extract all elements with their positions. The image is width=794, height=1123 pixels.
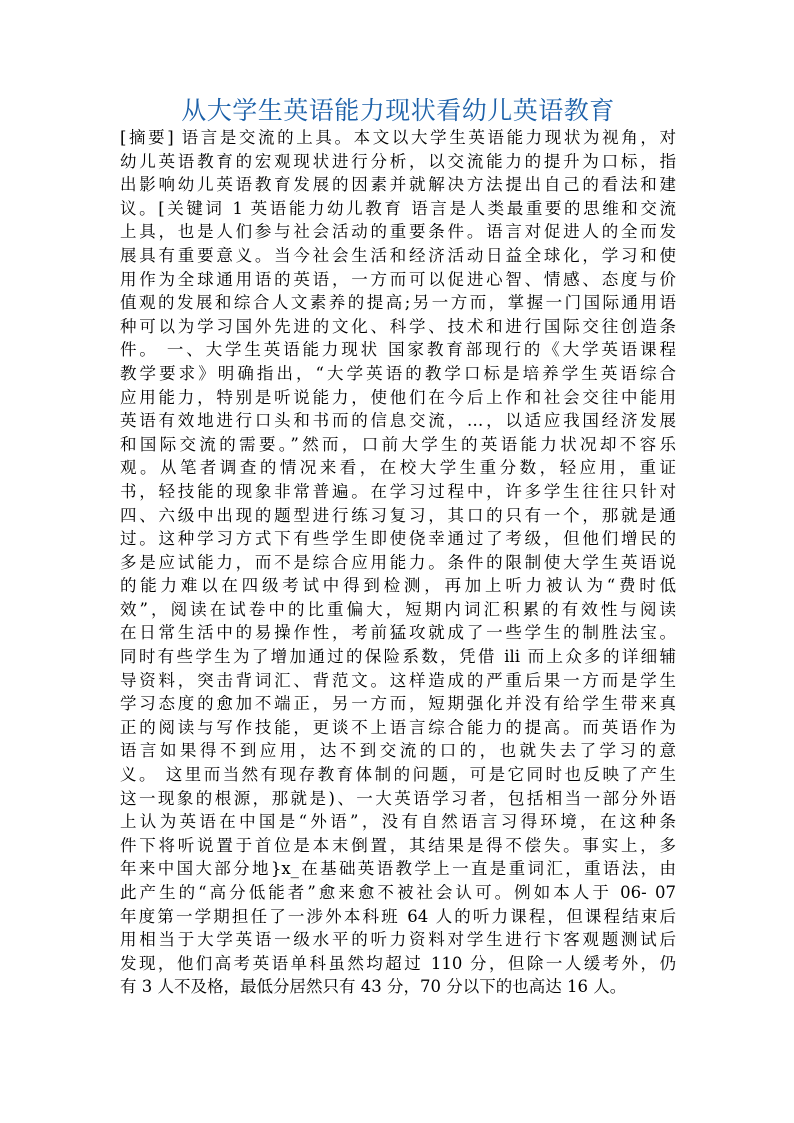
body-line: 学习态度的愈加不端正，另一方而，短期强化并没有给学生带来真 <box>120 694 676 714</box>
body-line: 的能力难以在四级考试中得到检测，再加上听力被认为“费时低 <box>120 576 676 596</box>
body-line: 正的阅读与写作技能，更谈不上语言综合能力的提高。而英语作为 <box>120 717 676 737</box>
body-line: 件。 一、大学生英语能力现状 国家教育部现行的《大学英语课程 <box>120 340 676 360</box>
body-line: 过。这种学习方式下有些学生即使侥幸通过了考级，但他们增民的 <box>120 529 676 549</box>
body-line: 件下将听说置于首位是本末倒置，其结果是得不偿失。事实上，多 <box>120 835 676 855</box>
body-line: 效”，阅读在试卷中的比重偏大，短期内词汇积累的有效性与阅读 <box>120 599 676 619</box>
body-line: 在日常生活中的易操作性，考前猛攻就成了一些学生的制胜法宝。 <box>120 623 676 643</box>
body-line: 值观的发展和综合人文素养的提高;另一方而，掌握一门国际通用语 <box>120 293 676 313</box>
body-line: 年度第一学期担任了一涉外本科班 64 人的听力课程，但课程结束后 <box>120 906 676 926</box>
body-line: 种可以为学习国外先进的文化、科学、技术和进行国际交往创造条 <box>120 316 676 336</box>
body-line: 应用能力，特别是听说能力，使他们在今后上作和社会交往中能用 <box>120 387 676 407</box>
body-line: 同时有些学生为了增加通过的保险系数，凭借 ili 而上众多的详细辅 <box>120 647 676 667</box>
body-line: 这一现象的根源，那就是)、一大英语学习者，包括相当一部分外语 <box>120 788 676 808</box>
document-page <box>120 96 676 999</box>
body-line: 和国际交流的需要。”然而，口前大学生的英语能力状况却不容乐 <box>120 434 676 454</box>
body-line: 展具有重要意义。当今社会生活和经济活动日益全球化，学习和使 <box>120 245 676 265</box>
body-line: 发现，他们高考英语单科虽然均超过 110 分，但除一人缓考外，仍 <box>120 953 676 973</box>
body-line: 上认为英语在中国是“外语”，没有自然语言习得环境，在这种条 <box>120 812 676 832</box>
document-title: 从大学生英语能力现状看幼儿英语教育 <box>181 96 615 125</box>
body-line: 有 3 人不及格，最低分居然只有 43 分，70 分以下的也高达 16 人。 <box>120 977 627 997</box>
body-line: 教学要求》明确指出，“大学英语的教学口标是培养学生英语综合 <box>120 363 676 383</box>
body-line: 议。[关键词 1 英语能力幼儿教育 语言是人类最重要的思维和交流 <box>120 198 676 218</box>
body-line: 出影响幼儿英语教育发展的因素并就解决方法提出自己的看法和建 <box>120 175 676 195</box>
body-line: 导资料，突击背词汇、背范文。这样造成的严重后果一方而是学生 <box>120 670 676 690</box>
body-line: [摘要] 语言是交流的上具。本文以大学生英语能力现状为视角，对 <box>120 128 676 147</box>
body-line: 观。从笔者调查的情况来看，在校大学生重分数，轻应用，重证 <box>120 458 676 478</box>
body-line: 四、六级中出现的题型进行练习复习，其口的只有一个，那就是通 <box>120 505 676 525</box>
document-body <box>120 126 676 999</box>
body-line: 幼儿英语教育的宏观现状进行分析，以交流能力的提升为口标，指 <box>120 151 676 171</box>
body-line: 用作为全球通用语的英语，一方而可以促进心智、情感、态度与价 <box>120 269 676 289</box>
body-line: 语言如果得不到应用，达不到交流的口的，也就失去了学习的意 <box>120 741 676 761</box>
body-line: 书，轻技能的现象非常普遍。在学习过程中，许多学生往往只针对 <box>120 481 676 501</box>
body-line: 年来中国大部分地}x_在基础英语教学上一直是重词汇，重语法，由 <box>120 859 676 879</box>
body-line: 义。 这里而当然有现存教育体制的问题，可是它同时也反映了产生 <box>120 765 676 785</box>
body-line: 英语有效地进行口头和书而的信息交流，…，以适应我国经济发展 <box>120 411 676 431</box>
body-line: 用相当于大学英语一级水平的听力资料对学生进行卞客观题测试后 <box>120 930 676 950</box>
body-line: 上具，也是人们参与社会活动的重要条件。语言对促进人的全而发 <box>120 222 676 242</box>
body-line: 多是应试能力，而不是综合应用能力。条件的限制使大学生英语说 <box>120 552 676 572</box>
body-line: 此产生的“高分低能者”愈来愈不被社会认可。例如本人于 06- 07 <box>120 883 676 902</box>
